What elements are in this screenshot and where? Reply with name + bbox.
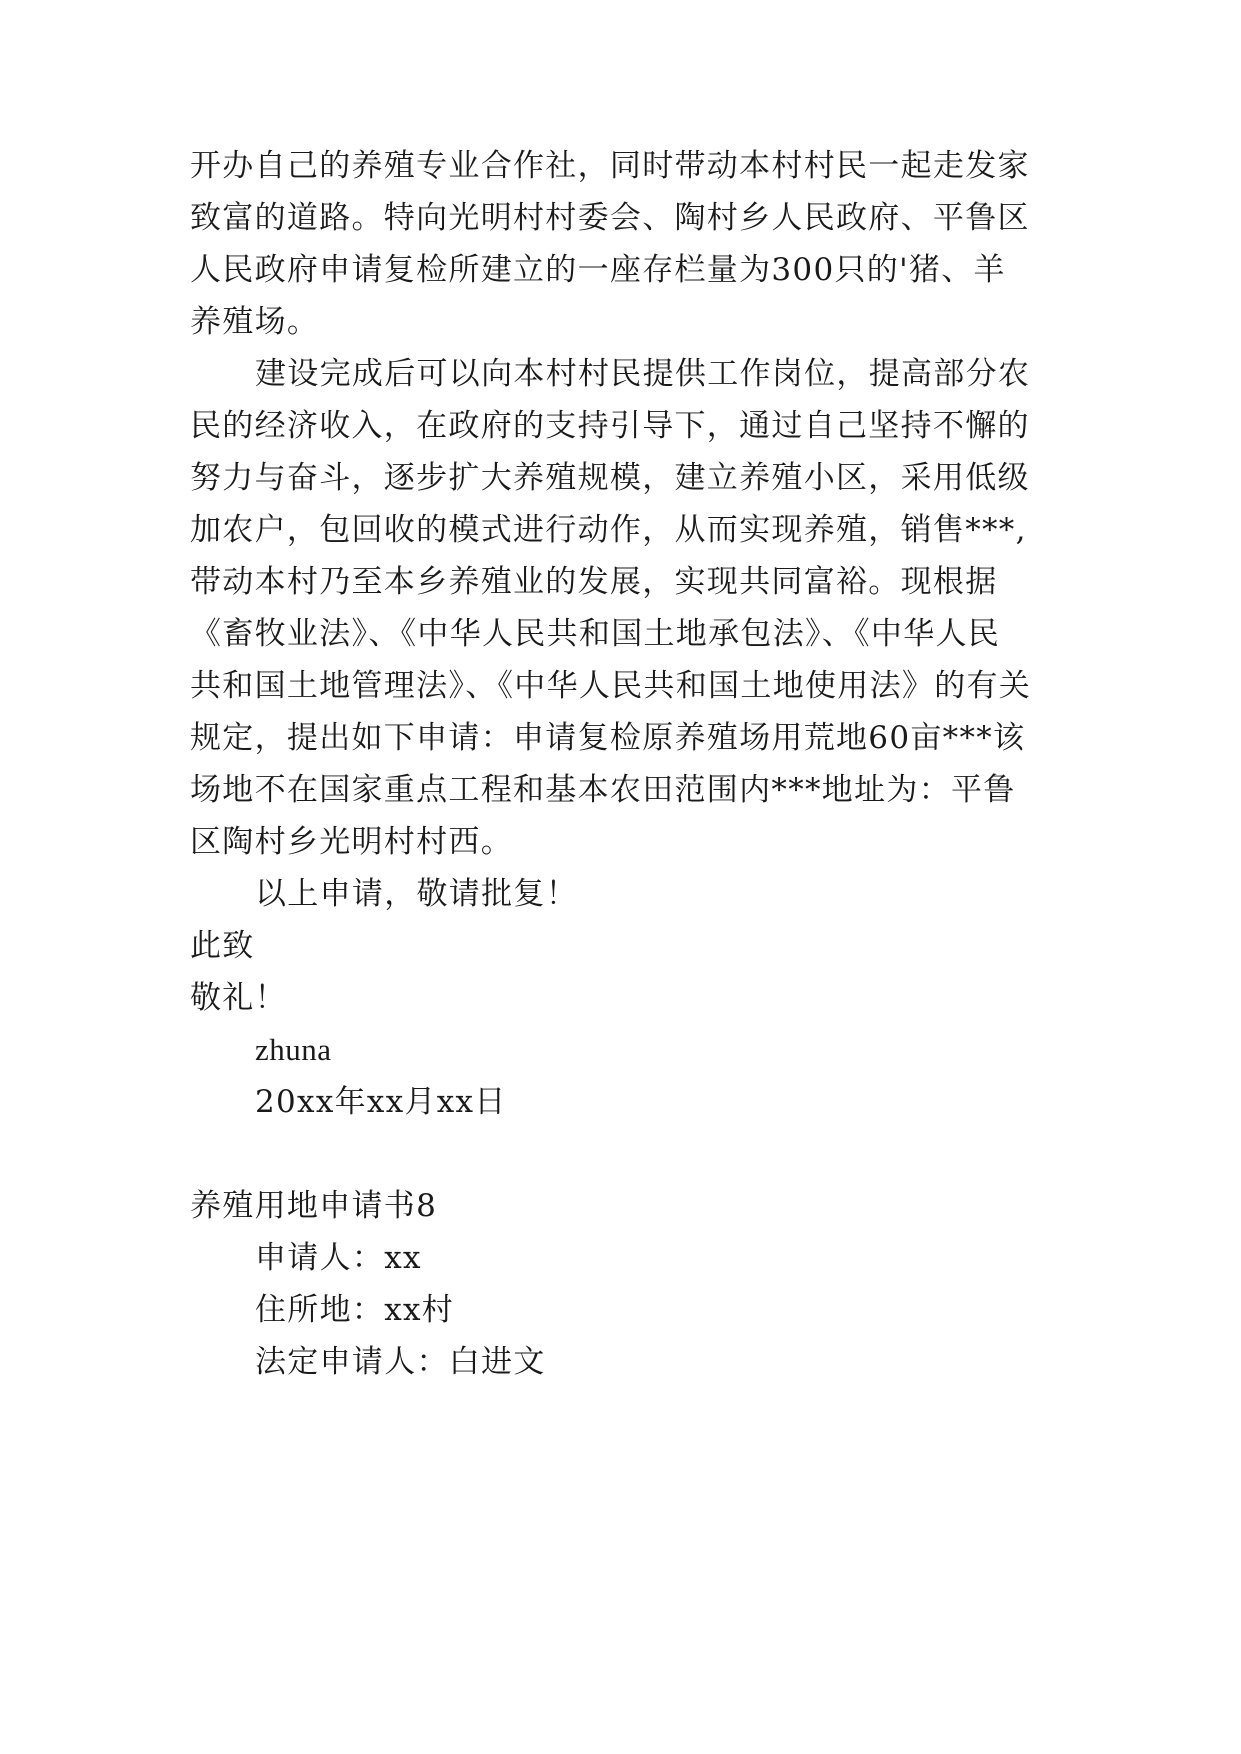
body-text-line: 共和国土地管理法》、《中华人民共和国土地使用法》的有关	[190, 668, 1032, 704]
legal-applicant-line: 法定申请人：白进文	[255, 1344, 546, 1380]
residence-line: 住所地：xx村	[255, 1292, 455, 1328]
body-text-line: 场地不在国家重点工程和基本农田范围内***地址为：平鲁	[190, 772, 1016, 808]
body-text-line: 规定，提出如下申请：申请复检原养殖场用荒地60亩***该	[190, 720, 1026, 756]
body-text-line: 建设完成后可以向本村村民提供工作岗位，提高部分农	[255, 356, 1031, 392]
closing-regards: 敬礼！	[190, 980, 287, 1016]
body-text-line: 人民政府申请复检所建立的一座存栏量为300只的'猪、羊	[190, 252, 1006, 288]
body-text-line: 养殖场。	[190, 304, 320, 340]
body-text-line: 致富的道路。特向光明村村委会、陶村乡人民政府、平鲁区	[190, 200, 1030, 236]
body-text-line: 区陶村乡光明村村西。	[190, 824, 513, 860]
signature: zhuna	[255, 1032, 332, 1067]
section-title: 养殖用地申请书8	[190, 1188, 438, 1224]
body-text-line: 加农户，包回收的模式进行动作，从而实现养殖，销售***,	[190, 512, 1027, 548]
body-text-line: 《畜牧业法》、《中华人民共和国土地承包法》、《中华人民	[190, 616, 1001, 652]
body-text-line: 努力与奋斗，逐步扩大养殖规模，建立养殖小区，采用低级	[190, 460, 1030, 496]
applicant-line: 申请人：xx	[255, 1240, 422, 1276]
body-text-line: 民的经济收入，在政府的支持引导下，通过自己坚持不懈的	[190, 408, 1030, 444]
body-text-line: 带动本村乃至本乡养殖业的发展，实现共同富裕。现根据	[190, 564, 998, 600]
closing-salutation: 此致	[190, 928, 255, 964]
date: 20xx年xx月xx日	[255, 1084, 507, 1120]
request-line: 以上申请，敬请批复！	[255, 876, 578, 912]
body-text-line: 开办自己的养殖专业合作社，同时带动本村村民一起走发家	[190, 148, 1030, 184]
